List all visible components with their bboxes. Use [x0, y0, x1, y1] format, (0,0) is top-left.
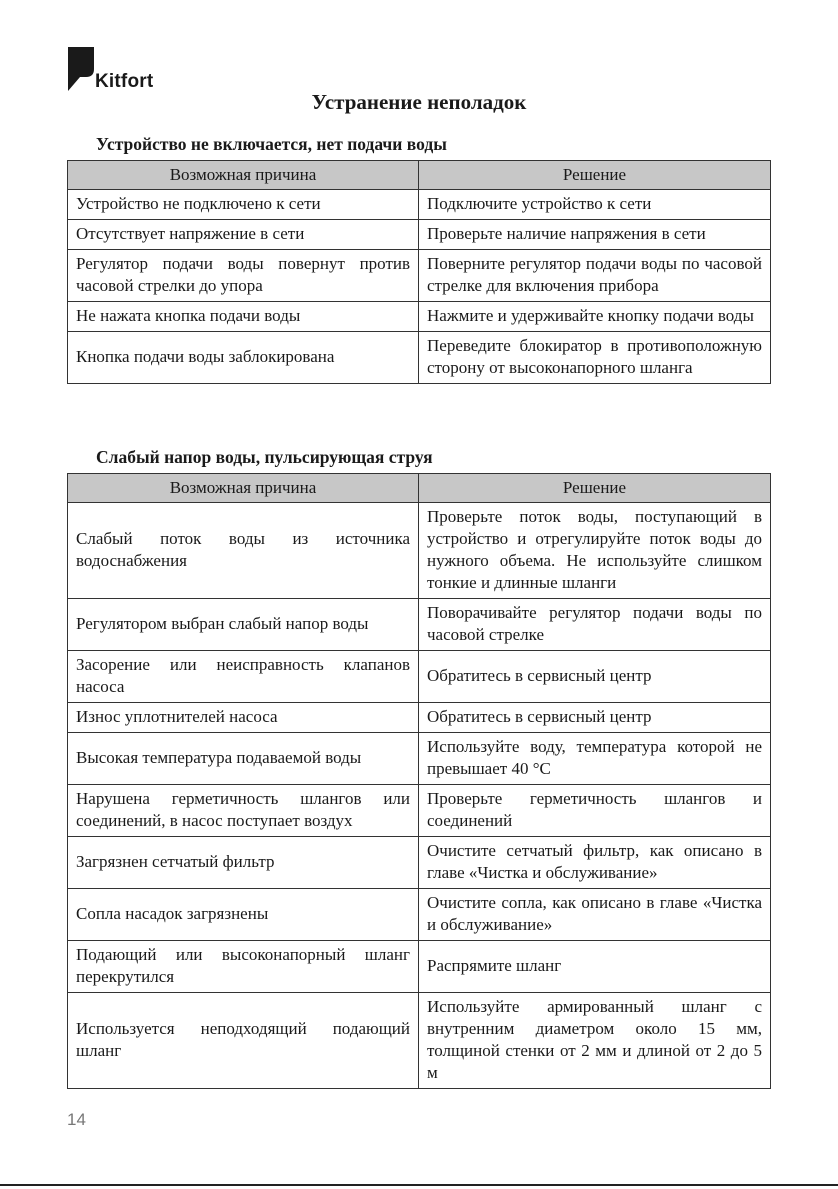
brand-name: Kitfort — [95, 71, 154, 92]
troubleshooting-table-no-power — [67, 160, 771, 384]
header-cause: Возможная причина — [68, 161, 419, 190]
solution-cell: Обратитесь в сервисный центр — [419, 703, 771, 733]
table-row — [68, 332, 771, 384]
cause-cell: Слабый поток воды из источника водоснабжения — [68, 503, 419, 599]
table-row — [68, 302, 771, 332]
kitfort-logo-icon — [66, 47, 96, 93]
solution-cell: Проверьте наличие напряжения в сети — [419, 220, 771, 250]
solution-cell: Обратитесь в сервисный центр — [419, 651, 771, 703]
cause-cell: Высокая температура подаваемой воды — [68, 733, 419, 785]
table-row — [68, 503, 771, 599]
section-title-no-power: Устройство не включается, нет подачи воды — [96, 134, 447, 154]
table-row — [68, 651, 771, 703]
table-row — [68, 190, 771, 220]
table-header-row — [68, 161, 771, 190]
cause-cell: Нарушена герметичность шлангов или соединений, в насос поступает воздух — [68, 785, 419, 837]
table-row — [68, 889, 771, 941]
solution-cell: Поворачивайте регулятор подачи воды по часовой стрелке — [419, 599, 771, 651]
solution-cell: Переведите блокиратор в противоположную сторону от высоконапорного шланга — [419, 332, 771, 384]
cause-cell: Кнопка подачи воды заблокирована — [68, 332, 419, 384]
cause-cell: Износ уплотнителей насоса — [68, 703, 419, 733]
solution-cell: Используйте воду, температура которой не превышает 40 °С — [419, 733, 771, 785]
bottom-divider — [0, 1184, 838, 1186]
solution-cell: Поверните регулятор подачи воды по часовой стрелке для включения прибора — [419, 250, 771, 302]
solution-cell: Нажмите и удерживайте кнопку подачи воды — [419, 302, 771, 332]
table-row — [68, 837, 771, 889]
solution-cell: Проверьте герметичность шлангов и соединений — [419, 785, 771, 837]
table-row — [68, 941, 771, 993]
solution-cell: Проверьте поток воды, поступающий в устройство и отрегулируйте поток воды до нужного объема. Не используйте слишком тонкие и длинные шланги — [419, 503, 771, 599]
cause-cell: Регулятор подачи воды повернут против часовой стрелки до упора — [68, 250, 419, 302]
section-title-weak-pressure: Слабый напор воды, пульсирующая струя — [96, 447, 433, 467]
cause-cell: Сопла насадок загрязнены — [68, 889, 419, 941]
cause-cell: Не нажата кнопка подачи воды — [68, 302, 419, 332]
page-title: Устранение неполадок — [311, 90, 527, 114]
cause-cell: Загрязнен сетчатый фильтр — [68, 837, 419, 889]
table-row — [68, 993, 771, 1089]
table-row — [68, 703, 771, 733]
solution-cell: Очистите сетчатый фильтр, как описано в главе «Чистка и обслуживание» — [419, 837, 771, 889]
table-row — [68, 733, 771, 785]
solution-cell: Очистите сопла, как описано в главе «Чистка и обслуживание» — [419, 889, 771, 941]
header-solution: Решение — [419, 161, 771, 190]
cause-cell: Подающий или высоконапорный шланг перекрутился — [68, 941, 419, 993]
cause-cell: Отсутствует напряжение в сети — [68, 220, 419, 250]
solution-cell: Используйте армированный шланг с внутренним диаметром около 15 мм, толщиной стенки от 2 мм и длиной от 2 до 5 м — [419, 993, 771, 1089]
table-row — [68, 599, 771, 651]
cause-cell: Регулятором выбран слабый напор воды — [68, 599, 419, 651]
cause-cell: Засорение или неисправность клапанов насоса — [68, 651, 419, 703]
cause-cell: Используется неподходящий подающий шланг — [68, 993, 419, 1089]
page-number: 14 — [67, 1110, 86, 1129]
table-row — [68, 250, 771, 302]
troubleshooting-table-weak-pressure — [67, 473, 771, 1089]
header-solution: Решение — [419, 474, 771, 503]
header-cause: Возможная причина — [68, 474, 419, 503]
table-header-row — [68, 474, 771, 503]
cause-cell: Устройство не подключено к сети — [68, 190, 419, 220]
table-row — [68, 785, 771, 837]
solution-cell: Подключите устройство к сети — [419, 190, 771, 220]
solution-cell: Распрямите шланг — [419, 941, 771, 993]
table-row — [68, 220, 771, 250]
